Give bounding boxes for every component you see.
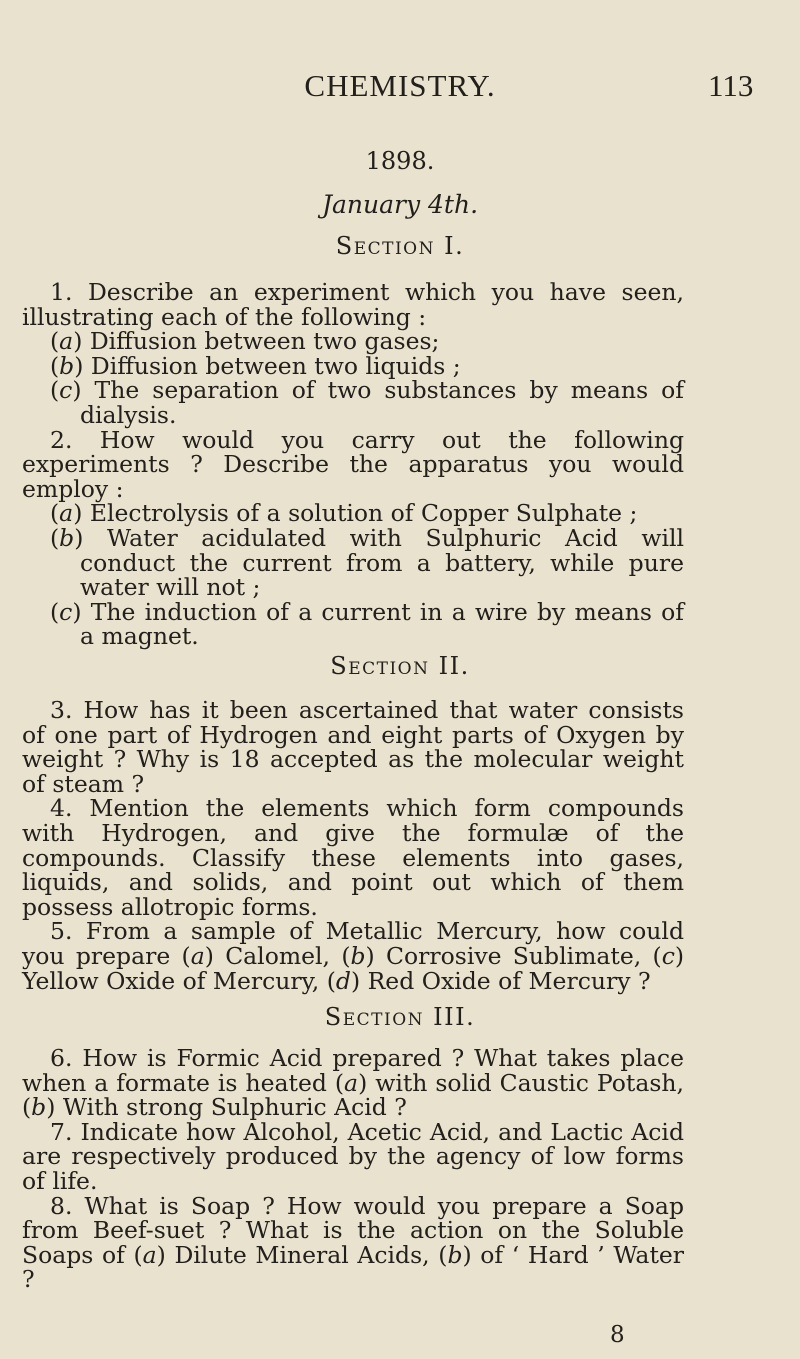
question-5: 5. From a sample of Metallic Mercury, how could you prepare (a) Calomel, (b) Corrosive Sublimate, (c) Yellow Oxide of Mercury, (d) Red Oxide of Mercury ? bbox=[22, 917, 685, 995]
question-1: 1. Describe an experiment which you have seen, illustrating each of the following : bbox=[22, 278, 684, 331]
question-1-part-a: (a) Diffusion between two gases; bbox=[50, 327, 440, 356]
question-2-part-a: (a) Electrolysis of a solution of Copper Sulphate ; bbox=[50, 499, 638, 528]
page-number: 113 bbox=[708, 68, 754, 103]
question-4: 4. Mention the elements which form compounds with Hydrogen, and give the formulæ of the compounds. Classify these elements into gases, liquids, and solids, and point out which of them possess allotropic forms. bbox=[22, 794, 684, 921]
section-heading-3: Section III. bbox=[324, 1003, 476, 1031]
question-8: 8. What is Soap ? How would you prepare a Soap from Beef-suet ? What is the action on the Soluble Soaps of (a) Dilute Mineral Acids, (b) of ‘ Hard ’ Water ? bbox=[22, 1191, 685, 1294]
signature-mark: 8 bbox=[610, 1322, 625, 1348]
date-month-day: January 4 bbox=[321, 190, 444, 219]
question-6: 6. How is Formic Acid prepared ? What takes place when a formate is heated (a) with solid Caustic Potash, (b) With strong Sulphuric Acid ? bbox=[22, 1044, 685, 1122]
question-1-part-b: (b) Diffusion between two liquids ; bbox=[50, 351, 461, 380]
exam-year: 1898. bbox=[365, 147, 435, 175]
question-2-part-c: (c) The induction of a current in a wire by means of a magnet. bbox=[50, 597, 684, 651]
section-heading-1: Section I. bbox=[335, 232, 465, 260]
section-2-body bbox=[22, 698, 684, 993]
question-3: 3. How has it been ascertained that water consists of one part of Hydrogen and eight parts of Oxygen by weight ? Why is 18 accepted as the molecular weight of steam ? bbox=[22, 696, 684, 798]
section-heading-2: Section II. bbox=[330, 652, 470, 680]
section-3-body bbox=[22, 1046, 684, 1292]
question-7: 7. Indicate how Alcohol, Acetic Acid, and Lactic Acid are respectively produced by the agency of low forms of life. bbox=[22, 1117, 684, 1195]
running-title: CHEMISTRY. bbox=[304, 68, 496, 103]
question-2: 2. How would you carry out the following experiments ? Describe the apparatus you would employ : bbox=[22, 425, 684, 503]
question-1-part-c: (c) The separation of two substances by means of dialysis. bbox=[50, 376, 684, 429]
exam-date bbox=[0, 190, 800, 219]
date-suffix: th. bbox=[443, 190, 479, 219]
question-2-part-b: (b) Water acidulated with Sulphuric Acid will conduct the current from a battery, while pure water will not ; bbox=[50, 523, 684, 602]
section-1-body bbox=[22, 280, 684, 649]
page-header bbox=[0, 68, 800, 108]
